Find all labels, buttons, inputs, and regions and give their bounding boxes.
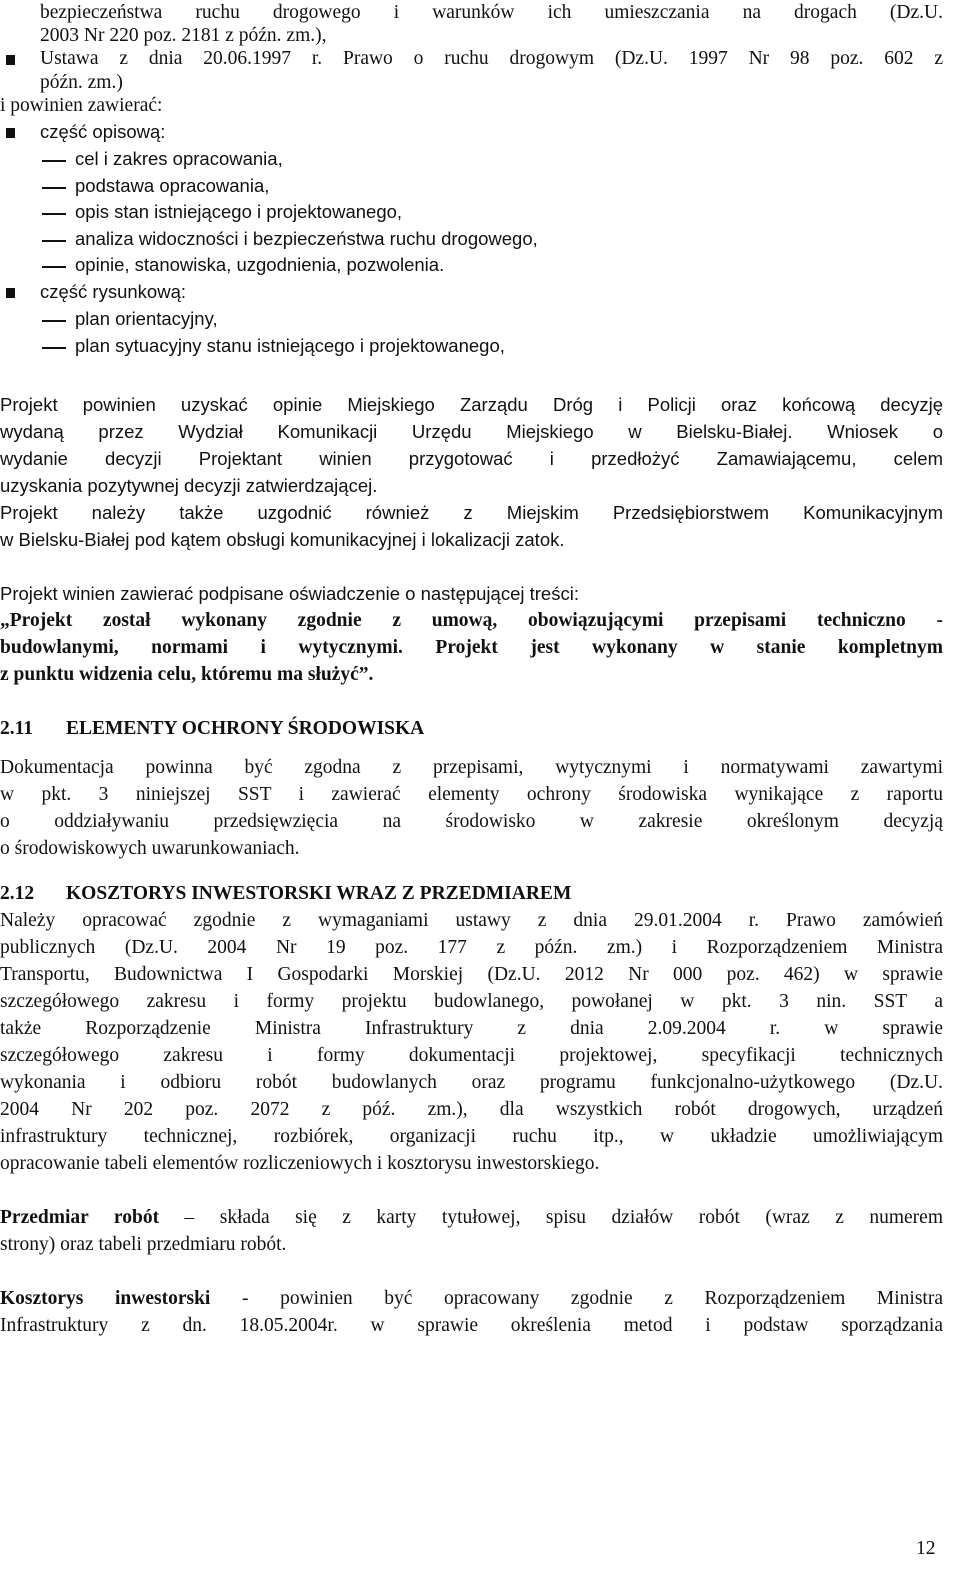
paragraph-line: strony) oraz tabeli przedmiaru robót. [0, 1234, 287, 1255]
list-label: część rysunkową: [40, 281, 186, 302]
dash-icon [42, 240, 66, 242]
section-number: 2.12 [0, 883, 35, 904]
paragraph-line: wydaną przez Wydział Komunikacji Urzędu Miejskiego w Bielsku-Białej. Wniosek o [0, 421, 943, 442]
paragraph-line: Projekt winien zawierać podpisane oświadczenie o następującej treści: [0, 583, 579, 604]
paragraph-line: w pkt. 3 niniejszej SST i zawierać elementy ochrony środowiska wynikające z raportu [0, 784, 943, 805]
section-title: KOSZTORYS INWESTORSKI WRAZ Z PRZEDMIAREM [66, 883, 572, 904]
paragraph-line: 2004 Nr 202 poz. 2072 z póź. zm.), dla wszystkich robót drogowych, urządzeń [0, 1099, 943, 1120]
text-line: Ustawa z dnia 20.06.1997 r. Prawo o ruchu drogowym (Dz.U. 1997 Nr 98 poz. 602 z [40, 48, 943, 69]
list-item: opinie, stanowiska, uzgodnienia, pozwolenia. [75, 254, 445, 275]
paragraph-line: o środowiskowych uwarunkowaniach. [0, 838, 300, 859]
dash-icon [42, 347, 66, 349]
przedmiar-text: – składa się z karty tytułowej, spisu działów robót (wraz z numerem [159, 1207, 944, 1228]
dash-icon [42, 213, 66, 215]
paragraph-line: Należy opracować zgodnie z wymaganiami ustawy z dnia 29.01.2004 r. Prawo zamówień [0, 910, 943, 931]
dash-icon [42, 160, 66, 162]
paragraph-line: szczegółowego zakresu i formy dokumentacji projektowej, specyfikacji technicznych [0, 1045, 943, 1066]
statement-line: z punktu widzenia celu, któremu ma służyć”. [0, 664, 374, 685]
section-title: ELEMENTY OCHRONY ŚRODOWISKA [66, 718, 425, 739]
dash-icon [42, 266, 66, 268]
list-label: część opisową: [40, 121, 166, 142]
paragraph-line [0, 1207, 943, 1229]
paragraph-line: opracowanie tabeli elementów rozliczeniowych i kosztorysu inwestorskiego. [0, 1153, 600, 1174]
paragraph-line: Projekt należy także uzgodnić również z Miejskim Przedsiębiorstwem Komunikacyjnym [0, 502, 943, 523]
text-line: 2003 Nr 220 poz. 2181 z późn. zm.), [40, 25, 327, 46]
kosztorys-text: - powinien być opracowany zgodnie z Rozporządzeniem Ministra [210, 1288, 943, 1309]
paragraph-line: o oddziaływaniu przedsięwzięcia na środowisko w zakresie określonym decyzją [0, 811, 943, 832]
statement-line: „Projekt został wykonany zgodnie z umową, obowiązującymi przepisami techniczno - [0, 610, 943, 631]
paragraph-line: publicznych (Dz.U. 2004 Nr 19 poz. 177 z późn. zm.) i Rozporządzeniem Ministra [0, 937, 943, 958]
text-line: i powinien zawierać: [0, 95, 163, 116]
bullet-icon [6, 288, 15, 298]
dash-icon [42, 187, 66, 189]
paragraph-line: uzyskania pozytywnej decyzji zatwierdzającej. [0, 475, 378, 496]
paragraph-line: Infrastruktury z dn. 18.05.2004r. w sprawie określenia metod i podstaw sporządzania [0, 1315, 943, 1336]
term-kosztorys: Kosztorys inwestorski [0, 1288, 211, 1309]
bullet-icon [6, 128, 15, 138]
list-item: opis stan istniejącego i projektowanego, [75, 201, 403, 222]
list-item: podstawa opracowania, [75, 175, 270, 196]
paragraph-line: Projekt powinien uzyskać opinie Miejskiego Zarządu Dróg i Policji oraz końcową decyzję [0, 394, 943, 415]
bullet-icon [6, 55, 15, 65]
paragraph-line: infrastruktury technicznej, rozbiórek, organizacji ruchu itp., w układzie umożliwiającym [0, 1126, 943, 1147]
term-przedmiar: Przedmiar robót [0, 1207, 160, 1228]
page-number: 12 [916, 1538, 936, 1559]
statement-line: budowlanymi, normami i wytycznymi. Projekt jest wykonany w stanie kompletnym [0, 637, 943, 658]
paragraph-line: wydanie decyzji Projektant winien przygotować i przedłożyć Zamawiającemu, celem [0, 448, 943, 469]
list-item: plan sytuacyjny stanu istniejącego i projektowanego, [75, 335, 505, 356]
list-item: plan orientacyjny, [75, 308, 218, 329]
dash-icon [42, 320, 66, 322]
paragraph-line: w Bielsku-Białej pod kątem obsługi komunikacyjnej i lokalizacji zatok. [0, 529, 565, 550]
paragraph-line: wykonania i odbioru robót budowlanych oraz programu funkcjonalno-użytkowego (Dz.U. [0, 1072, 943, 1093]
section-number: 2.11 [0, 718, 34, 739]
paragraph-line: także Rozporządzenie Ministra Infrastruktury z dnia 2.09.2004 r. w sprawie [0, 1018, 943, 1039]
text-line: późn. zm.) [40, 72, 123, 93]
list-item: analiza widoczności i bezpieczeństwa ruchu drogowego, [75, 228, 538, 249]
list-item: cel i zakres opracowania, [75, 148, 283, 169]
paragraph-line [0, 1288, 943, 1310]
paragraph-line: Dokumentacja powinna być zgodna z przepisami, wytycznymi i normatywami zawartymi [0, 757, 943, 778]
text-line: bezpieczeństwa ruchu drogowego i warunków ich umieszczania na drogach (Dz.U. [40, 2, 943, 23]
paragraph-line: szczegółowego zakresu i formy projektu budowlanego, powołanej w pkt. 3 nin. SST a [0, 991, 943, 1012]
paragraph-line: Transportu, Budownictwa I Gospodarki Morskiej (Dz.U. 2012 Nr 000 poz. 462) w sprawie [0, 964, 943, 985]
